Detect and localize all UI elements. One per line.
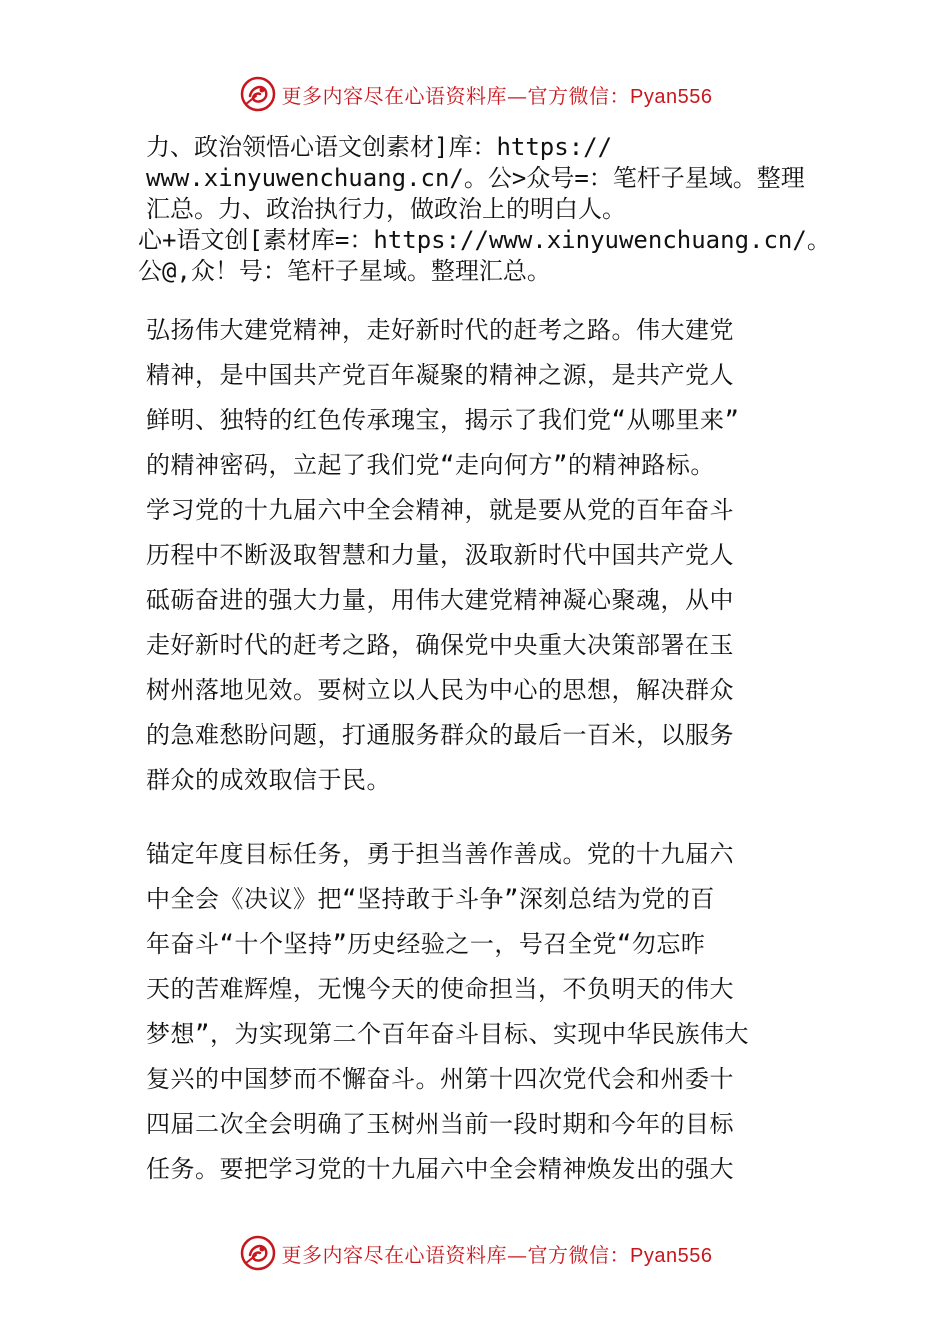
watermark-wechat-id: Pyan556	[630, 85, 713, 108]
paragraph-2	[146, 832, 816, 1192]
paragraph-line: 鲜明、独特的红色传承瑰宝，揭示了我们党“从哪里来”	[146, 406, 740, 434]
watermark-text: 更多内容尽在心语资料库—官方微信：Pyan556	[281, 83, 713, 108]
header-line: 力、政治领悟心语文创素材]库：https://	[146, 133, 613, 161]
paragraph-line: 中全会《决议》把“坚持敢于斗争”深刻总结为党的百	[146, 885, 715, 913]
paragraph-line: 锚定年度目标任务，勇于担当善作善成。党的十九届六	[146, 840, 734, 868]
header-line: 公@,众！号：笔杆子星域。整理汇总。	[138, 257, 551, 285]
rose-logo-icon	[238, 74, 278, 114]
paragraph-line: 任务。要把学习党的十九届六中全会精神焕发出的强大	[146, 1155, 734, 1183]
header-line: 汇总。力、政治执行力，做政治上的明白人。	[146, 195, 626, 223]
paragraph-line: 精神，是中国共产党百年凝聚的精神之源，是共产党人	[146, 361, 734, 389]
header-line: 心+语文创[素材库=：https://www.xinyuwenchuang.cn/。	[138, 226, 831, 254]
paragraph-line: 的精神密码，立起了我们党“走向何方”的精神路标。	[146, 451, 715, 479]
paragraph-line: 树州落地见效。要树立以人民为中心的思想，解决群众	[146, 676, 734, 704]
paragraph-line: 群众的成效取信于民。	[146, 766, 391, 794]
watermark-banner-bottom	[0, 1229, 950, 1277]
paragraph-line: 梦想”，为实现第二个百年奋斗目标、实现中华民族伟大	[146, 1020, 749, 1048]
paragraph-line: 年奋斗“十个坚持”历史经验之一，号召全党“勿忘昨	[146, 930, 706, 958]
paragraph-line: 天的苦难辉煌，无愧今天的使命担当，不负明天的伟大	[146, 975, 734, 1003]
paragraph-line: 学习党的十九届六中全会精神，就是要从党的百年奋斗	[146, 496, 734, 524]
rose-logo-icon	[238, 1233, 278, 1273]
paragraph-line: 四届二次全会明确了玉树州当前一段时期和今年的目标	[146, 1110, 734, 1138]
paragraph-line: 复兴的中国梦而不懈奋斗。州第十四次党代会和州委十	[146, 1065, 734, 1093]
watermark-banner-top	[0, 70, 950, 118]
header-line: www.xinyuwenchuang.cn/。公>众号=：笔杆子星域。整理	[146, 164, 805, 192]
header-block	[138, 132, 838, 287]
watermark-wechat-id: Pyan556	[630, 1244, 713, 1267]
paragraph-line: 的急难愁盼问题，打通服务群众的最后一百米，以服务	[146, 721, 734, 749]
paragraph-line: 历程中不断汲取智慧和力量，汲取新时代中国共产党人	[146, 541, 734, 569]
paragraph-line: 砥砺奋进的强大力量，用伟大建党精神凝心聚魂，从中	[146, 586, 734, 614]
paragraph-1	[146, 308, 816, 803]
paragraph-line: 走好新时代的赶考之路，确保党中央重大决策部署在玉	[146, 631, 734, 659]
paragraph-line: 弘扬伟大建党精神，走好新时代的赶考之路。伟大建党	[146, 316, 734, 344]
watermark-text: 更多内容尽在心语资料库—官方微信：Pyan556	[281, 1242, 713, 1267]
